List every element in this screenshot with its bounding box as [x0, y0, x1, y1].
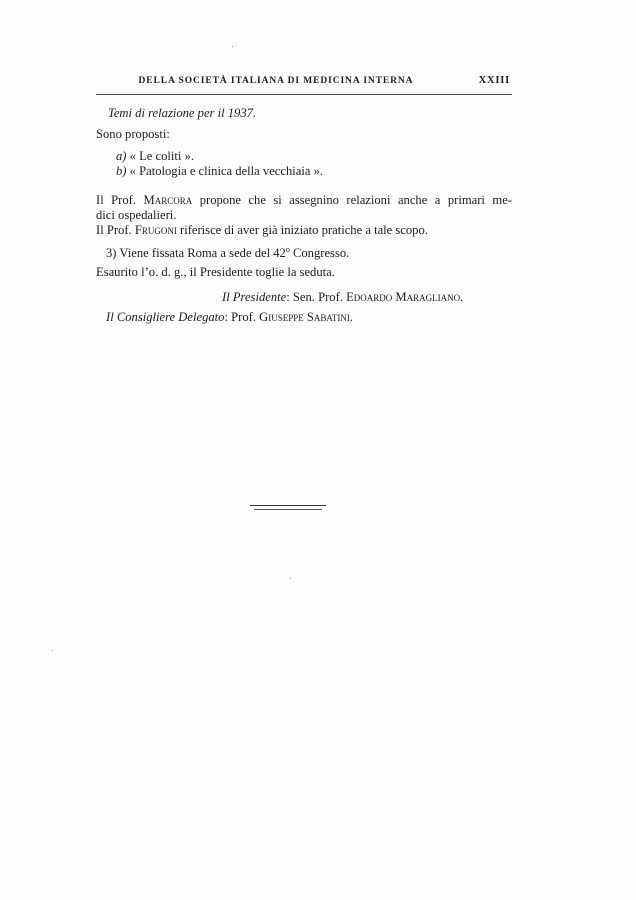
running-title: DELLA SOCIETÀ ITALIANA DI MEDICINA INTERNA — [138, 76, 414, 86]
delegate-signature — [106, 309, 353, 325]
president-title: Sen. Prof. — [292, 290, 343, 304]
paper-speck — [232, 46, 233, 47]
congress-paragraph — [106, 242, 349, 261]
delegate-sep: : — [224, 310, 228, 324]
item-b-text: « Patologia e clinica della vecchiaia ». — [129, 164, 324, 178]
delegate-name: Giuseppe Sabatini. — [259, 310, 354, 324]
end-rule-top — [250, 505, 326, 506]
paper-speck — [290, 578, 291, 579]
end-rule-ornament — [250, 505, 326, 511]
frugoni-paragraph — [96, 222, 428, 238]
item-a-text: « Le coliti ». — [129, 149, 195, 163]
running-header — [96, 72, 512, 95]
proposal-item-b — [116, 163, 323, 179]
congress-text-after: Congresso. — [289, 246, 350, 261]
proposal-item-a — [116, 148, 194, 164]
topics-heading: Temi di relazione per il 1937. — [108, 106, 257, 120]
page-number: XXIII — [478, 75, 510, 86]
president-sep: : — [286, 290, 290, 304]
paper-speck — [52, 650, 53, 651]
president-role: Il Presidente — [222, 290, 287, 304]
item-b-marker: b) — [116, 164, 127, 178]
item-a-marker: a) — [116, 149, 127, 163]
marcora-paragraph-line1 — [96, 192, 512, 208]
delegate-role: Il Consigliere Delegato — [106, 310, 225, 324]
marcora-name: Marcora — [143, 193, 193, 207]
frugoni-name: Frugoni — [134, 223, 177, 237]
president-name: Edoardo Maragliano. — [346, 290, 464, 304]
frugoni-rest: riferisce di aver già iniziato pratiche a tale scopo. — [180, 223, 428, 237]
marcora-paragraph-line2: dici ospedalieri. — [96, 208, 177, 222]
closing-paragraph: Esaurito l’o. d. g., il Presidente toglie la seduta. — [96, 265, 335, 279]
marcora-line1-rest: propone che si assegnino relazioni anche a primari me- — [199, 193, 512, 207]
congress-superscript: o — [285, 245, 290, 254]
proposed-label: Sono proposti: — [96, 127, 170, 141]
president-signature — [222, 289, 463, 305]
frugoni-prefix: Il Prof. — [96, 223, 132, 237]
delegate-title: Prof. — [231, 310, 256, 324]
marcora-prefix: Il Prof. — [96, 193, 137, 207]
congress-text-before: 3) Viene fissata Roma a sede del 42 — [106, 246, 286, 261]
end-rule-bottom — [254, 509, 322, 510]
